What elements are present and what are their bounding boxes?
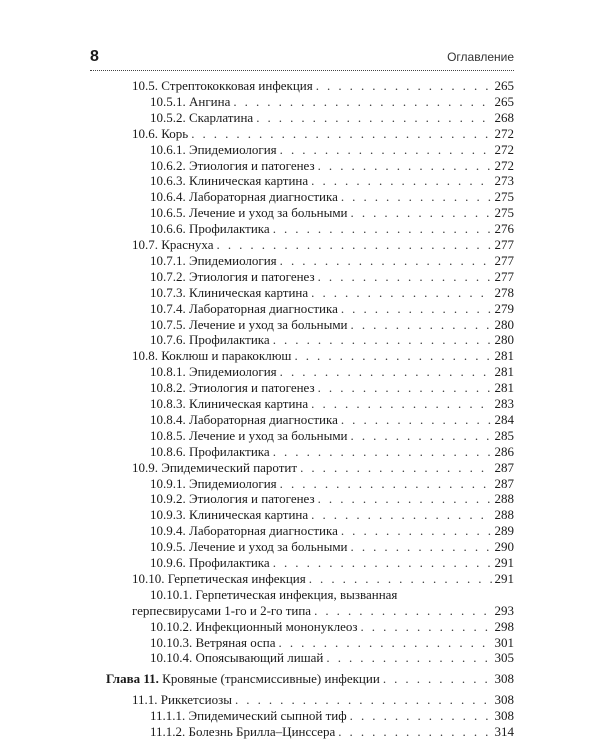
toc-entry-label bbox=[106, 671, 380, 687]
toc-page-number: 291 bbox=[494, 570, 514, 586]
toc-page-number: 291 bbox=[494, 555, 514, 570]
toc-entry-title: Профилактика bbox=[185, 555, 270, 570]
toc-entry[interactable] bbox=[132, 571, 514, 587]
toc-entry-label bbox=[132, 78, 313, 94]
toc-page-number: 272 bbox=[494, 157, 514, 173]
toc-entry[interactable] bbox=[150, 380, 514, 396]
toc-page-number: 308 bbox=[494, 692, 514, 708]
toc-page-number: 287 bbox=[494, 475, 514, 491]
toc-entry-number: 11.1.1. bbox=[150, 708, 186, 724]
toc-entry[interactable] bbox=[150, 317, 514, 333]
toc-page-number: 308 bbox=[494, 671, 514, 687]
toc-entry-title: Этиология и патогенез bbox=[185, 491, 315, 507]
toc-page-number: 298 bbox=[494, 618, 514, 634]
toc-entry[interactable] bbox=[150, 476, 514, 492]
toc-entry-number: 10.10.2. bbox=[150, 618, 193, 634]
toc-page-number: 277 bbox=[494, 268, 514, 284]
dot-leader bbox=[318, 269, 492, 285]
toc-entry-title: Лечение и уход за больными bbox=[185, 205, 348, 221]
toc-entry-number: 10.6.1. bbox=[150, 141, 186, 157]
toc-entry[interactable] bbox=[150, 94, 514, 110]
toc-page-number: 281 bbox=[494, 364, 514, 380]
dot-leader bbox=[341, 189, 492, 205]
toc-entry-title: Краснуха bbox=[158, 237, 214, 252]
toc-entry-label bbox=[150, 269, 315, 285]
dot-leader bbox=[314, 603, 491, 619]
toc-entry-label bbox=[150, 380, 315, 396]
toc-entry-number: 10.6. bbox=[132, 125, 158, 141]
toc-entry-label bbox=[150, 539, 348, 555]
dot-leader bbox=[360, 619, 491, 635]
toc-entry-label bbox=[150, 142, 277, 158]
dot-leader bbox=[280, 476, 492, 492]
toc-entry[interactable] bbox=[150, 189, 514, 205]
dot-leader bbox=[351, 539, 492, 555]
toc-entry-number: 10.8. bbox=[132, 348, 158, 364]
toc-entry-title: Эпидемиология bbox=[185, 141, 277, 157]
toc-entry-label bbox=[150, 428, 348, 444]
toc-entry-title: Корь bbox=[158, 125, 189, 141]
toc-entry-label bbox=[150, 523, 338, 539]
dot-leader bbox=[326, 650, 491, 666]
toc-entry-title: Болезнь Брилла–Цинссера bbox=[185, 724, 336, 739]
toc-entry-number: Глава 11. bbox=[106, 671, 159, 687]
toc-entry-label bbox=[132, 237, 214, 253]
toc-entry[interactable] bbox=[150, 332, 514, 348]
toc-entry-number: 10.8.4. bbox=[150, 411, 186, 427]
toc-page-number: 277 bbox=[494, 237, 514, 252]
toc-entry-number: 10.8.5. bbox=[150, 427, 186, 443]
toc-entry-number: 10.8.3. bbox=[150, 396, 186, 411]
toc-entry-title: Эпидемиология bbox=[185, 364, 277, 380]
dot-leader bbox=[383, 671, 492, 687]
toc-page-number: 272 bbox=[494, 141, 514, 157]
toc-page-number: 285 bbox=[494, 427, 514, 443]
toc-entry-title-continued: герпесвирусами 1-го и 2-го типа bbox=[132, 602, 312, 618]
toc-entry[interactable] bbox=[150, 444, 514, 460]
toc-entry-label bbox=[150, 110, 253, 126]
toc-entry-number: 10.9.2. bbox=[150, 491, 186, 507]
toc-entry-title: Герпетическая инфекция, вызванная bbox=[192, 586, 398, 602]
toc-entry[interactable] bbox=[150, 412, 514, 428]
toc-entry-number: 10.9.3. bbox=[150, 507, 186, 523]
toc-page-number: 289 bbox=[494, 523, 514, 539]
toc-page-number: 273 bbox=[494, 173, 514, 189]
toc-entry-number: 10.8.6. bbox=[150, 443, 186, 459]
toc-page-number: 288 bbox=[494, 491, 514, 507]
toc-entry-number: 10.10.4. bbox=[150, 650, 193, 666]
toc-entry-number: 10.6.6. bbox=[150, 221, 186, 237]
toc-entry[interactable] bbox=[150, 253, 514, 269]
toc-entry-label bbox=[150, 507, 308, 523]
toc-entry-number: 10.7.6. bbox=[150, 332, 186, 348]
toc-page-number: 280 bbox=[494, 332, 514, 348]
toc-entry-title: Клиническая картина bbox=[185, 396, 309, 411]
toc-entry-label bbox=[150, 253, 277, 269]
toc-entry-label bbox=[150, 444, 270, 460]
toc-entry-title: Лабораторная диагностика bbox=[185, 523, 338, 539]
toc-entry-label bbox=[150, 635, 276, 651]
toc-entry-title: Этиология и патогенез bbox=[185, 157, 315, 173]
toc-entry-label bbox=[150, 412, 338, 428]
toc-entry-title: Профилактика bbox=[185, 443, 270, 459]
toc-entry[interactable] bbox=[150, 142, 514, 158]
toc-entry-number: 10.7.1. bbox=[150, 252, 186, 268]
toc-entry[interactable] bbox=[150, 724, 514, 740]
dot-leader bbox=[235, 692, 492, 708]
toc-entry[interactable] bbox=[150, 396, 514, 412]
toc-entry[interactable] bbox=[150, 364, 514, 380]
toc-entry-number: 10.7.3. bbox=[150, 284, 186, 300]
toc-entry[interactable] bbox=[132, 126, 514, 142]
toc-entry-title: Профилактика bbox=[185, 221, 270, 237]
toc-entry-label bbox=[150, 396, 308, 412]
toc-page-number: 281 bbox=[494, 380, 514, 396]
dot-leader bbox=[300, 460, 491, 476]
toc-entry[interactable] bbox=[150, 428, 514, 444]
page-number: 8 bbox=[90, 48, 99, 65]
toc-entry[interactable] bbox=[150, 301, 514, 317]
toc-entry-title: Стрептококковая инфекция bbox=[158, 78, 313, 93]
dot-leader bbox=[338, 724, 491, 740]
toc-page-number: 275 bbox=[494, 205, 514, 221]
toc-entry-label bbox=[150, 587, 397, 603]
toc-page-number: 280 bbox=[494, 316, 514, 332]
toc-page-number: 293 bbox=[494, 602, 514, 618]
toc-entry-number: 10.5.1. bbox=[150, 93, 186, 109]
toc-entry[interactable] bbox=[150, 491, 514, 507]
toc-entry-title: Эпидемиология bbox=[185, 475, 277, 491]
toc-page-number: 308 bbox=[494, 708, 514, 724]
dot-leader bbox=[318, 491, 492, 507]
dot-leader bbox=[351, 205, 492, 221]
toc-entry-title: Клиническая картина bbox=[185, 284, 309, 300]
toc-entry-label bbox=[150, 476, 277, 492]
toc-entry[interactable] bbox=[132, 692, 514, 708]
toc-entry-title: Риккетсиозы bbox=[157, 692, 232, 708]
toc-page-number: 290 bbox=[494, 539, 514, 555]
toc-entry-label bbox=[150, 619, 357, 635]
toc-entry-label bbox=[150, 332, 270, 348]
toc-entry-label bbox=[150, 317, 348, 333]
dot-leader bbox=[351, 317, 492, 333]
toc-entry-label bbox=[150, 364, 277, 380]
toc-page-number: 281 bbox=[494, 348, 514, 364]
toc-entry-number: 10.9. bbox=[132, 459, 158, 475]
dot-leader bbox=[280, 364, 492, 380]
toc-entry-title: Лабораторная диагностика bbox=[185, 411, 338, 427]
dot-leader bbox=[341, 412, 492, 428]
toc-page-number: 279 bbox=[494, 300, 514, 316]
dot-leader bbox=[311, 396, 491, 412]
dot-leader bbox=[280, 142, 492, 158]
toc-page-number: 265 bbox=[494, 93, 514, 109]
toc-entry[interactable] bbox=[150, 523, 514, 539]
toc-entry[interactable] bbox=[150, 173, 514, 189]
toc-entry-title: Эпидемиология bbox=[185, 252, 277, 268]
dot-leader bbox=[273, 221, 492, 237]
toc-entry-title: Герпетическая инфекция bbox=[164, 570, 306, 586]
toc-entry[interactable] bbox=[150, 507, 514, 523]
dot-leader bbox=[318, 380, 492, 396]
toc-entry[interactable] bbox=[150, 158, 514, 174]
dot-leader bbox=[311, 173, 491, 189]
toc-page-number: 278 bbox=[494, 284, 514, 300]
dot-leader bbox=[217, 237, 492, 253]
toc-entry-title: Лабораторная диагностика bbox=[185, 189, 338, 205]
toc-entry-label bbox=[150, 301, 338, 317]
toc-entry[interactable] bbox=[150, 650, 514, 666]
dot-leader bbox=[351, 428, 492, 444]
toc-entry[interactable] bbox=[150, 619, 514, 635]
toc-entry-number: 10.5.2. bbox=[150, 109, 186, 125]
page-header bbox=[90, 48, 514, 68]
toc-page-number: 272 bbox=[494, 125, 514, 141]
toc-entry-number: 10.6.3. bbox=[150, 173, 186, 189]
dot-leader bbox=[341, 301, 492, 317]
dot-leader bbox=[316, 78, 492, 94]
toc-entry-title: Лечение и уход за больными bbox=[185, 539, 348, 555]
toc-entry-number: 10.10.1. bbox=[150, 586, 193, 602]
toc-entry-label bbox=[132, 126, 188, 142]
toc-entry-title: Коклюш и паракоклюш bbox=[158, 348, 292, 364]
toc-entry-number: 10.8.1. bbox=[150, 364, 186, 380]
toc-entry-number: 10.9.6. bbox=[150, 555, 186, 570]
dot-leader bbox=[273, 555, 492, 571]
toc-entry-label bbox=[150, 708, 347, 724]
dot-leader bbox=[311, 285, 491, 301]
toc-chapter-entry[interactable] bbox=[106, 671, 514, 687]
toc-entry-label bbox=[132, 460, 297, 476]
toc-entry-continuation[interactable] bbox=[132, 603, 514, 619]
toc-entry[interactable] bbox=[150, 205, 514, 221]
toc-entry-title: Этиология и патогенез bbox=[185, 380, 315, 396]
toc-entry-number: 10.7. bbox=[132, 237, 158, 252]
toc-entry-number: 10.7.2. bbox=[150, 268, 186, 284]
toc-entry-label bbox=[150, 205, 348, 221]
toc-entry-title: Ангина bbox=[185, 93, 231, 109]
dot-leader bbox=[341, 523, 492, 539]
toc-entry-number: 10.9.4. bbox=[150, 523, 186, 539]
toc-entry-title: Ветряная оспа bbox=[192, 634, 276, 650]
toc-entry-title: Опоясывающий лишай bbox=[192, 650, 324, 666]
toc-page-number: 287 bbox=[494, 459, 514, 475]
toc-entry-title: Лечение и уход за больными bbox=[185, 427, 348, 443]
toc-entry-title: Скарлатина bbox=[185, 109, 254, 125]
toc-entry-label bbox=[150, 724, 335, 740]
toc-entry-number: 10.6.4. bbox=[150, 189, 186, 205]
toc-page-number: 314 bbox=[494, 724, 514, 739]
dot-leader bbox=[256, 110, 491, 126]
toc-entry-title: Эпидемический сыпной тиф bbox=[185, 708, 347, 724]
toc-entry-label bbox=[150, 94, 230, 110]
header-divider bbox=[90, 70, 514, 71]
toc-entry-number: 11.1.2. bbox=[150, 724, 186, 739]
toc-entry-label bbox=[132, 348, 291, 364]
toc-entry-label bbox=[150, 285, 308, 301]
toc-entry-title: Инфекционный мононуклеоз bbox=[192, 618, 358, 634]
toc-entry-label bbox=[150, 158, 315, 174]
dot-leader bbox=[279, 635, 492, 651]
toc-entry[interactable] bbox=[150, 221, 514, 237]
toc-page-number: 265 bbox=[494, 78, 514, 93]
dot-leader bbox=[273, 444, 492, 460]
dot-leader bbox=[318, 158, 492, 174]
toc-entry-label bbox=[150, 173, 308, 189]
toc-entry-label bbox=[150, 189, 338, 205]
toc-entry[interactable] bbox=[132, 348, 514, 364]
dot-leader bbox=[294, 348, 491, 364]
toc-page-number: 283 bbox=[494, 396, 514, 411]
toc-entry[interactable] bbox=[150, 269, 514, 285]
toc-entry-number: 10.10. bbox=[132, 570, 165, 586]
toc-entry-number: 10.7.4. bbox=[150, 300, 186, 316]
toc-entry-title: Профилактика bbox=[185, 332, 270, 348]
toc-entry[interactable] bbox=[132, 460, 514, 476]
toc-entry-label bbox=[150, 491, 315, 507]
toc-entry[interactable] bbox=[150, 708, 514, 724]
toc-entry[interactable] bbox=[132, 78, 514, 94]
toc-page-number: 305 bbox=[494, 650, 514, 666]
toc-page-number: 276 bbox=[494, 221, 514, 237]
toc-page-number: 286 bbox=[494, 443, 514, 459]
toc-page-number: 277 bbox=[494, 252, 514, 268]
toc-entry[interactable] bbox=[150, 285, 514, 301]
dot-leader bbox=[311, 507, 491, 523]
toc-entry[interactable] bbox=[150, 539, 514, 555]
toc-entry-label bbox=[150, 221, 270, 237]
toc-entry[interactable] bbox=[150, 587, 397, 603]
dot-leader bbox=[350, 708, 492, 724]
dot-leader bbox=[191, 126, 491, 142]
toc-entry[interactable] bbox=[150, 110, 514, 126]
toc-entry[interactable] bbox=[150, 635, 514, 651]
toc-entry-title: Лабораторная диагностика bbox=[185, 300, 338, 316]
toc-page-number: 275 bbox=[494, 189, 514, 205]
toc-entry-title: Эпидемический паротит bbox=[158, 459, 298, 475]
dot-leader bbox=[280, 253, 492, 269]
toc-entry-label bbox=[132, 692, 232, 708]
toc-entry[interactable] bbox=[132, 237, 514, 253]
toc-entry-number: 10.9.5. bbox=[150, 539, 186, 555]
toc-entry-title: Клиническая картина bbox=[185, 507, 309, 523]
toc-page-number: 301 bbox=[494, 634, 514, 650]
toc-page-number: 284 bbox=[494, 411, 514, 427]
toc-entry-title: Клиническая картина bbox=[185, 173, 309, 189]
toc-entry-number: 10.5. bbox=[132, 78, 158, 93]
dot-leader bbox=[273, 332, 492, 348]
toc-entry-number: 10.6.5. bbox=[150, 205, 186, 221]
toc-entry-label bbox=[150, 650, 323, 666]
toc-entry-number: 11.1. bbox=[132, 692, 158, 708]
toc-entry-title: Кровяные (трансмиссивные) инфекции bbox=[158, 671, 380, 687]
toc-entry-number: 10.8.2. bbox=[150, 380, 186, 396]
running-head: Оглавление bbox=[447, 50, 514, 64]
toc-entry-number: 10.9.1. bbox=[150, 475, 186, 491]
toc-entry-label bbox=[132, 571, 306, 587]
dot-leader bbox=[233, 94, 491, 110]
toc-entry[interactable] bbox=[150, 555, 514, 571]
toc-page-number: 268 bbox=[494, 109, 514, 125]
toc-entry-title: Этиология и патогенез bbox=[185, 268, 315, 284]
dot-leader bbox=[309, 571, 492, 587]
toc-entry-number: 10.7.5. bbox=[150, 316, 186, 332]
toc-entry-number: 10.10.3. bbox=[150, 634, 193, 650]
toc-entry-title: Лечение и уход за больными bbox=[185, 316, 348, 332]
toc-page-number: 288 bbox=[494, 507, 514, 523]
toc-entry-label bbox=[150, 555, 270, 571]
toc-entry-number: 10.6.2. bbox=[150, 157, 186, 173]
